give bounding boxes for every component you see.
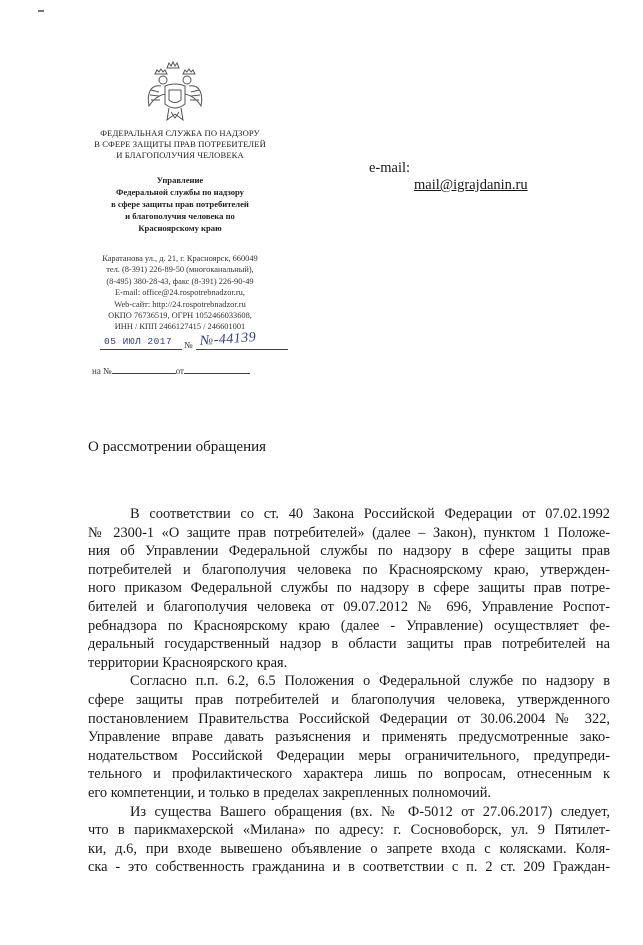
- org-line: ФЕДЕРАЛЬНАЯ СЛУЖБА ПО НАДЗОРУ: [100, 128, 260, 138]
- letter-subject: О рассмотрении обращения: [88, 439, 267, 455]
- contact-website: Web-сайт: http://24.rospotrebnadzor.ru: [114, 299, 246, 309]
- department-name: [90, 174, 270, 234]
- dept-line: в сфере защиты прав потребителей: [111, 199, 249, 209]
- body-line: бителей и благополучия человека от 09.07.2012 № 696, Управление Роспот-: [88, 598, 610, 615]
- coat-of-arms-icon: [145, 60, 205, 126]
- recipient-email-label: e-mail:: [369, 160, 411, 176]
- contact-phone: тел. (8-391) 226-89-50 (многоканальный),: [106, 265, 254, 275]
- body-line: ния об Управлении Федеральной службы по надзору в сфере защиты прав: [88, 543, 610, 560]
- number-underline: [196, 349, 288, 350]
- body-line: ребнадзора по Красноярскому краю (далее - Управление) осуществляет фе-: [88, 617, 610, 634]
- contact-inn: ИНН / КПП 2466127415 / 246601001: [114, 322, 246, 332]
- letter-body: [88, 505, 610, 877]
- registration-date-stamp: 05 ИЮЛ 2017: [104, 336, 173, 347]
- body-line: Управление вправе давать разъяснения и применять предусмотренные зако-: [88, 729, 610, 746]
- body-line: № 2300-1 «О защите прав потребителей» (далее – Закон), пунктом 1 Положе-: [88, 524, 610, 541]
- registration-line: [100, 330, 300, 356]
- body-line: потребителей и благополучия человека по Красноярскому краю, утвержден-: [88, 561, 610, 578]
- body-line: В соответствии со ст. 40 Закона Российской Федерации от 07.02.1992: [130, 506, 610, 522]
- org-line: И БЛАГОПОЛУЧИЯ ЧЕЛОВЕКА: [116, 150, 244, 160]
- scan-mark: [38, 10, 44, 12]
- ref-prefix: на №: [92, 366, 112, 376]
- body-line: тельного и профилактического характера лишь по вопросам, отнесенным к: [88, 766, 610, 783]
- body-line: деральный государственный надзор в области защиты прав потребителей на: [88, 636, 610, 653]
- reference-line: [92, 366, 250, 376]
- registration-number-handwritten: №-44139: [199, 330, 257, 349]
- body-line: постановлением Правительства Российской Федерации от 30.06.2004 № 322,: [88, 710, 610, 727]
- contact-okpo: ОКПО 76736519, ОГРН 1052466033608,: [108, 311, 252, 321]
- dept-line: Федеральной службы по надзору: [116, 187, 244, 197]
- contact-email: E-mail: office@24.rospotrebnadzor.ru,: [115, 288, 245, 298]
- org-name: [80, 128, 280, 161]
- ref-mid: от: [175, 366, 184, 376]
- ref-date-blank: [184, 373, 250, 374]
- dept-line: Красноярскому краю: [138, 223, 222, 233]
- body-line: ки, д.6, при входе вывешено объявление о запрете входа с колясками. Коля-: [88, 840, 610, 857]
- body-line: сфере защиты прав потребителей и благополучия человека, утвержденного: [88, 691, 610, 708]
- dept-line: Управление: [156, 175, 204, 185]
- number-label: №: [184, 340, 193, 350]
- contact-address: Каратанова ул., д. 21, г. Красноярск, 660049: [102, 254, 258, 263]
- body-line: территории Красноярского края.: [88, 654, 288, 671]
- body-line: ного приказом Федеральной службы по надзору в сфере защиты прав потре-: [88, 580, 610, 597]
- contact-block: [80, 253, 280, 333]
- date-underline: [100, 349, 182, 350]
- body-line: нодательством Российской Федерации меры ограничительного, предупреди-: [88, 747, 610, 764]
- body-line: что в парикмахерской «Милана» по адресу: г. Сосновоборск, ул. 9 Пятилет-: [88, 822, 610, 839]
- recipient-email-value: mail@igrajdanin.ru: [414, 177, 528, 193]
- body-line: ска - это собственность гражданина и в соответствии с п. 2 ст. 209 Граждан-: [88, 859, 610, 876]
- body-line: его компетенции, и только в пределах закрепленных полномочий.: [88, 784, 491, 801]
- body-line: Согласно п.п. 6.2, 6.5 Положения о Федеральной службе по надзору в: [130, 673, 610, 690]
- ref-number-blank: [112, 373, 176, 374]
- dept-line: и благополучия человека по: [125, 211, 235, 221]
- org-line: В СФЕРЕ ЗАЩИТЫ ПРАВ ПОТРЕБИТЕЛЕЙ: [94, 139, 266, 149]
- contact-fax: (8-495) 380-28-43, факс (8-391) 226-90-49: [106, 276, 254, 286]
- body-line: Из существа Вашего обращения (вх. № Ф-5012 от 27.06.2017) следует,: [130, 803, 610, 820]
